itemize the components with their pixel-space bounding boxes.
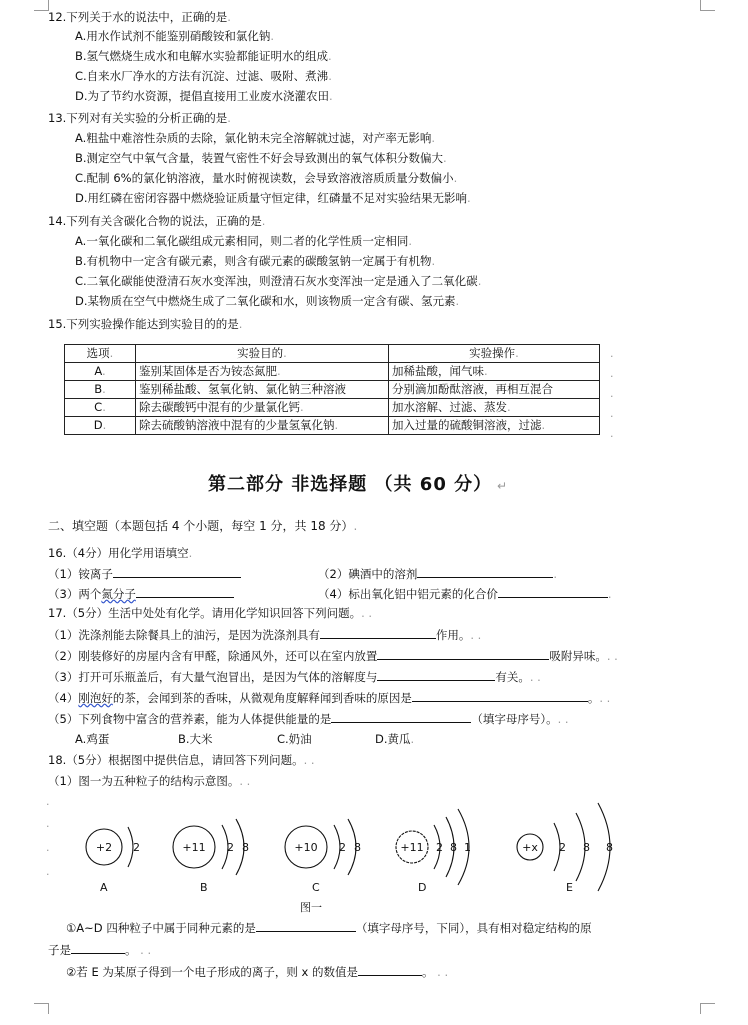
answer-blank[interactable] (377, 648, 549, 660)
q18-subquestion-1: （1）图一为五种粒子的结构示意图。. . (48, 774, 251, 788)
table-cell: 除去硫酸钠溶液中混有的少量氢氧化钠. (136, 417, 389, 435)
answer-blank[interactable] (71, 942, 125, 954)
answer-blank[interactable] (498, 586, 608, 598)
paragraph-mark: . (46, 841, 50, 854)
q17-stem: 17.（5分）生活中处处有化学。请用化学知识回答下列问题。. . (48, 606, 373, 620)
paragraph-mark: . (46, 795, 50, 808)
q18-answer-1-line-2: 子是 。 . . (48, 943, 152, 957)
q13-option-a: A.粗盐中难溶性杂质的去除，氯化钠未完全溶解就过滤，对产率无影响. (75, 131, 435, 145)
q17-choice-d: D.黄瓜. (375, 732, 415, 746)
q12-option-b: B.氢气燃烧生成水和电解水实验都能证明水的组成. (75, 49, 332, 63)
particle-e-shell-2-count: 8 (583, 841, 590, 854)
table-header-cell: 选项. (65, 345, 136, 363)
table-cell: 加稀盐酸，闻气味. (389, 363, 600, 381)
q17-choice-b: B.大米 (178, 732, 213, 746)
q14-option-c: C.二氧化碳能使澄清石灰水变浑浊，则澄清石灰水变浑浊一定是通入了二氧化碳. (75, 274, 482, 288)
q18-stem: 18.（5分）根据图中提供信息，请回答下列问题。. . (48, 753, 315, 767)
q17-subquestion-5: （5）下列食物中富含的营养素，能为人体提供能量的是 （填字母序号）。. . (48, 712, 569, 726)
q12-option-a: A.用水作试剂不能鉴别硝酸铵和氯化钠. (75, 29, 274, 43)
row-end-mark: . (610, 427, 614, 440)
q12-option-c: C.自来水厂净水的方法有沉淀、过滤、吸附、煮沸. (75, 69, 332, 83)
q14-stem: 14.下列有关含碳化合物的说法，正确的是. (48, 214, 266, 228)
paragraph-mark: . (46, 817, 50, 830)
answer-blank[interactable] (136, 586, 234, 598)
answer-blank[interactable] (256, 920, 356, 932)
section-heading: 二、填空题（本题包括 4 个小题，每空 1 分，共 18 分）. (48, 519, 358, 533)
table-cell: 除去碳酸钙中混有的少量氯化钙. (136, 399, 389, 417)
answer-blank[interactable] (113, 566, 241, 578)
table-row (65, 381, 600, 399)
table-header-cell: 实验操作. (389, 345, 600, 363)
row-end-mark: . (610, 347, 614, 360)
table-cell: A. (65, 363, 136, 381)
q16-subquestion-4: （4）标出氧化铝中铝元素的化合价 . (318, 587, 612, 601)
answer-blank[interactable] (358, 964, 422, 976)
particle-a-label: A (100, 881, 108, 894)
q13-option-d: D.用红磷在密闭容器中燃烧验证质量守恒定律，红磷量不足对实验结果无影响. (75, 191, 471, 205)
q16-subquestion-1: （1）铵离子 (48, 566, 241, 581)
particle-c-shell-1-count: 2 (339, 841, 346, 854)
table-row (65, 399, 600, 417)
particle-e-label: E (566, 881, 573, 894)
answer-blank[interactable] (412, 690, 588, 702)
answer-blank[interactable] (320, 627, 436, 639)
crop-mark-top-left (34, 0, 49, 11)
q17-subquestion-4: （4）刚泡好的茶，会闻到茶的香味，从微观角度解释闻到香味的原因是 。. . (48, 691, 611, 705)
q13-option-b: B.测定空气中氧气含量，装置气密性不好会导致测出的氧气体积分数偏大. (75, 151, 447, 165)
answer-blank[interactable] (417, 566, 553, 578)
table-cell: D. (65, 417, 136, 435)
table-cell: 加水溶解、过滤、蒸发. (389, 399, 600, 417)
answer-blank[interactable] (331, 711, 471, 723)
particle-e-shell-3-count: 8 (606, 841, 613, 854)
particle-b-label: B (200, 881, 208, 894)
particle-c-label: C (312, 881, 320, 894)
particle-b-shell-2-count: 8 (242, 841, 249, 854)
particle-d-shell-2-count: 8 (450, 841, 457, 854)
particle-d-shell-1-count: 2 (436, 841, 443, 854)
q12-stem: 12.下列关于水的说法中，正确的是. (48, 10, 231, 24)
q17-choice-c: C.奶油 (277, 732, 312, 746)
q14-option-b: B.有机物中一定含有碳元素，则含有碳元素的碳酸氢钠一定属于有机物. (75, 254, 436, 268)
q17-subquestion-3: （3）打开可乐瓶盖后，有大量气泡冒出，是因为气体的溶解度与 有关。. . (48, 670, 541, 684)
part-two-title: 第二部分 非选择题 （共 60 分） ↵ (208, 474, 508, 495)
particle-d-label: D (418, 881, 427, 894)
table-header-row (65, 345, 600, 363)
q17-choice-a: A.鸡蛋 (75, 732, 110, 746)
q15-experiment-table (64, 344, 600, 435)
table-cell: B. (65, 381, 136, 399)
q14-option-d: D.某物质在空气中燃烧生成了二氧化碳和水，则该物质一定含有碳、氢元素. (75, 294, 460, 308)
row-end-mark: . (610, 367, 614, 380)
q18-answer-2: ②若 E 为某原子得到一个电子形成的离子，则 x 的数值是 。 . . (66, 965, 449, 979)
table-cell: 鉴别某固体是否为铵态氮肥. (136, 363, 389, 381)
q17-subquestion-2: （2）刚装修好的房屋内含有甲醛，除通风外，还可以在室内放置 吸附异味。. . (48, 649, 618, 663)
row-end-mark: . (610, 407, 614, 420)
particle-a-shell-1-count: 2 (133, 841, 140, 854)
row-end-mark: . (610, 387, 614, 400)
particle-d-charge: +11 (400, 841, 424, 854)
table-row (65, 417, 600, 435)
q14-option-a: A.一氧化碳和二氧化碳组成元素相同，则二者的化学性质一定相同. (75, 234, 412, 248)
particle-b-charge: +11 (182, 841, 206, 854)
q13-stem: 13.下列对有关实验的分析正确的是. (48, 111, 231, 125)
table-row (65, 363, 600, 381)
paragraph-mark: . (46, 865, 50, 878)
table-cell: 鉴别稀盐酸、氢氧化钠、氯化钠三种溶液 (136, 381, 389, 399)
particle-c-shell-2-count: 8 (354, 841, 361, 854)
q12-option-d: D.为了节约水资源，提倡直接用工业废水浇灌农田. (75, 89, 333, 103)
crop-mark-top-right (700, 0, 715, 11)
crop-mark-bottom-left (34, 1003, 49, 1014)
particle-d-shell-3-count: 1 (464, 841, 471, 854)
q18-answer-1-line-1: ①A~D 四种粒子中属于同种元素的是 （填字母序号，下同），具有相对稳定结构的原 (66, 921, 592, 935)
particle-b-shell-1-count: 2 (227, 841, 234, 854)
particle-c-charge: +10 (294, 841, 318, 854)
crop-mark-bottom-right (700, 1003, 715, 1014)
table-cell: 加入过量的硫酸铜溶液，过滤. (389, 417, 600, 435)
q13-option-c: C.配制 6%的氯化钠溶液，量水时俯视读数，会导致溶液溶质质量分数偏小. (75, 171, 458, 185)
table-cell: 分别滴加酚酞溶液，再相互混合 (389, 381, 600, 399)
particle-a-charge: +2 (95, 841, 113, 854)
particle-e-shell-1-count: 2 (559, 841, 566, 854)
table-cell: C. (65, 399, 136, 417)
table-header-cell: 实验目的. (136, 345, 389, 363)
figure-caption: 图一 (300, 901, 322, 914)
answer-blank[interactable] (377, 669, 495, 681)
q16-subquestion-3: （3）两个氮分子 (48, 586, 234, 601)
particle-e-charge: +x (522, 841, 538, 854)
q17-subquestion-1: （1）洗涤剂能去除餐具上的油污，是因为洗涤剂具有 作用。. . (48, 628, 482, 642)
q16-subquestion-2: （2）碘酒中的溶剂 . (318, 567, 557, 581)
q16-stem: 16.（4分）用化学用语填空. (48, 546, 193, 560)
particle-structure-diagram (40, 795, 700, 915)
q15-stem: 15.下列实验操作能达到实验目的的是. (48, 317, 243, 331)
